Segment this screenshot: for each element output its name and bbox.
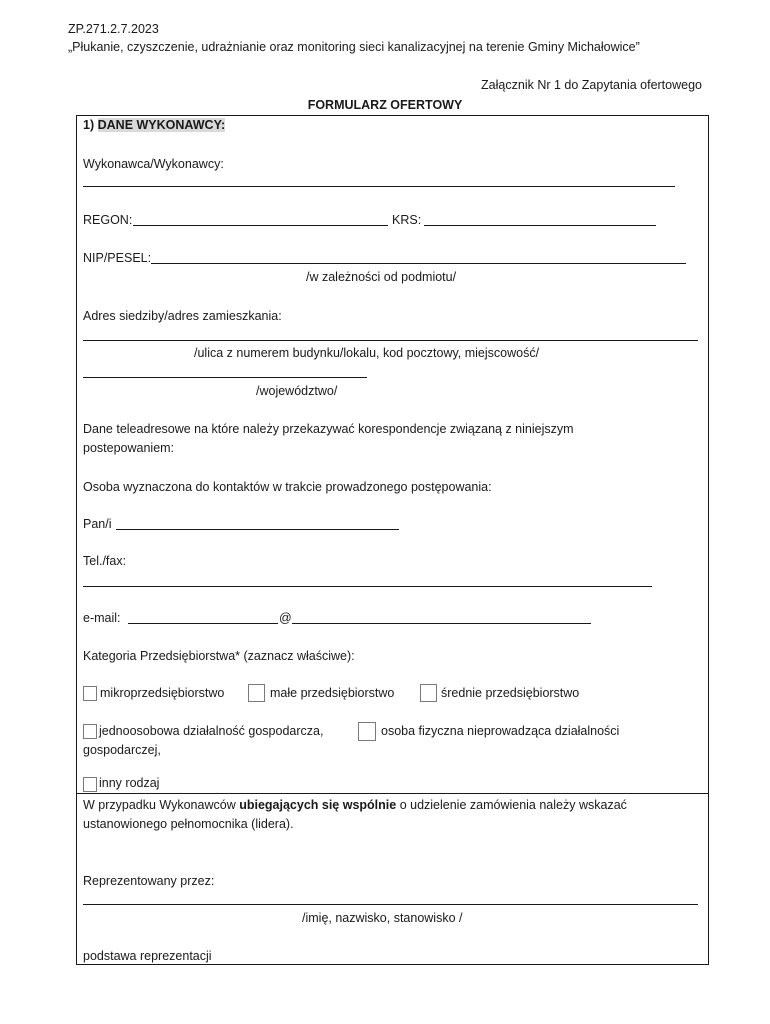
krs-label: KRS: bbox=[392, 213, 422, 227]
email-at-sign: @ bbox=[279, 611, 292, 625]
nip-hint: /w zależności od podmiotu/ bbox=[306, 270, 457, 284]
other-type-checkbox[interactable] bbox=[83, 777, 97, 792]
joint-bid-text-end: o udzielenie zamówienia należy wskazać bbox=[396, 798, 627, 812]
joint-bid-text bbox=[83, 798, 627, 812]
section-heading-label: DANE WYKONAWCY: bbox=[97, 118, 226, 132]
nip-label: NIP/PESEL: bbox=[83, 251, 152, 265]
form-title: FORMULARZ OFERTOWY bbox=[307, 98, 463, 112]
natural-person-label-cont: gospodarczej, bbox=[83, 743, 161, 757]
micro-enterprise-checkbox[interactable] bbox=[83, 686, 97, 701]
sole-trader-checkbox[interactable] bbox=[83, 724, 97, 739]
represented-by-field[interactable] bbox=[83, 904, 698, 905]
other-type-label: inny rodzaj bbox=[99, 776, 160, 790]
medium-enterprise-checkbox[interactable] bbox=[420, 684, 437, 702]
joint-bid-text-emphasis: ubiegających się wspólnie bbox=[239, 798, 397, 812]
reference-number: ZP.271.2.7.2023 bbox=[68, 22, 159, 36]
sole-trader-label: jednoosobowa działalność gospodarcza, bbox=[99, 724, 324, 738]
nip-field[interactable] bbox=[151, 263, 686, 264]
document-title: „Płukanie, czyszczenie, udrażnianie oraz monitoring sieci kanalizacyjnej na terenie Gminy Michałowice” bbox=[68, 40, 640, 54]
contact-person-label: Osoba wyznaczona do kontaktów w trakcie prowadzonego postępowania: bbox=[83, 480, 492, 494]
contact-data-text-cont: postepowaniem: bbox=[83, 441, 175, 455]
small-enterprise-checkbox[interactable] bbox=[248, 684, 265, 702]
contact-person-name-label: Pan/i bbox=[83, 517, 112, 531]
medium-enterprise-label: średnie przedsiębiorstwo bbox=[441, 686, 580, 700]
email-domain-field[interactable] bbox=[292, 623, 591, 624]
joint-bid-text-start: W przypadku Wykonawców bbox=[83, 798, 240, 812]
annex-label: Załącznik Nr 1 do Zapytania ofertowego bbox=[481, 78, 702, 92]
section-number: 1) bbox=[83, 118, 95, 132]
natural-person-label: osoba fizyczna nieprowadząca działalności bbox=[381, 724, 620, 738]
voivodeship-hint: /województwo/ bbox=[256, 384, 338, 398]
voivodeship-field[interactable] bbox=[83, 377, 367, 378]
email-user-field[interactable] bbox=[128, 623, 278, 624]
joint-bid-text-cont: ustanowionego pełnomocnika (lidera). bbox=[83, 817, 294, 831]
contractor-field[interactable] bbox=[83, 186, 675, 187]
tel-fax-label: Tel./fax: bbox=[83, 554, 127, 568]
tel-fax-field[interactable] bbox=[83, 586, 652, 587]
regon-field[interactable] bbox=[133, 225, 388, 226]
representation-basis-label: podstawa reprezentacji bbox=[83, 949, 212, 963]
natural-person-checkbox[interactable] bbox=[358, 722, 376, 741]
represented-by-label: Reprezentowany przez: bbox=[83, 874, 215, 888]
email-label: e-mail: bbox=[83, 611, 121, 625]
contact-data-text: Dane teleadresowe na które należy przekazywać korespondencje związaną z niniejszym bbox=[83, 422, 574, 436]
section-heading bbox=[83, 118, 225, 132]
regon-label: REGON: bbox=[83, 213, 133, 227]
krs-field[interactable] bbox=[424, 225, 656, 226]
contractor-label: Wykonawca/Wykonawcy: bbox=[83, 157, 224, 171]
micro-enterprise-label: mikroprzedsiębiorstwo bbox=[100, 686, 225, 700]
address-field[interactable] bbox=[83, 340, 698, 341]
address-hint: /ulica z numerem budynku/lokalu, kod pocztowy, miejscowość/ bbox=[194, 346, 540, 360]
represented-by-hint: /imię, nazwisko, stanowisko / bbox=[302, 911, 463, 925]
small-enterprise-label: małe przedsiębiorstwo bbox=[270, 686, 395, 700]
address-label: Adres siedziby/adres zamieszkania: bbox=[83, 309, 282, 323]
category-label: Kategoria Przedsiębiorstwa* (zaznacz właściwe): bbox=[83, 649, 355, 663]
contact-person-name-field[interactable] bbox=[116, 529, 399, 530]
